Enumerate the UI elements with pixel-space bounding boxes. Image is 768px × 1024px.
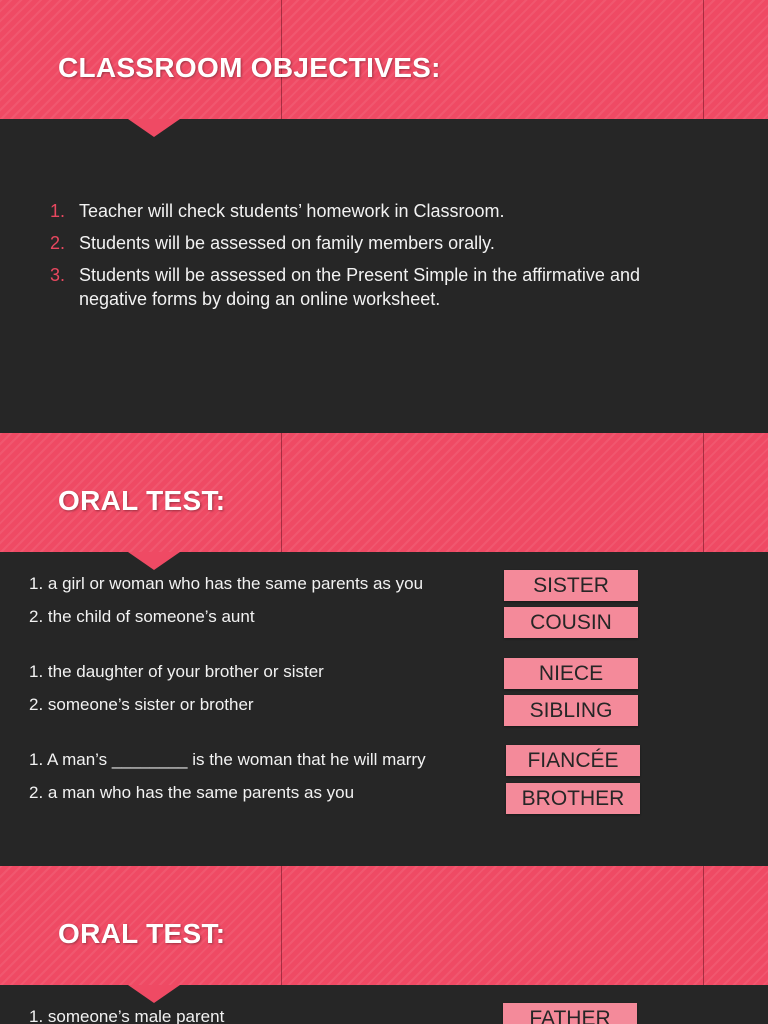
title-banner [0, 866, 768, 985]
objective-item [50, 199, 700, 223]
answer-box: SIBLING [504, 695, 638, 726]
objectives-list [50, 199, 700, 319]
banner-notch [128, 552, 180, 570]
objective-item [50, 263, 700, 311]
objective-text: Teacher will check students’ homework in Classroom. [79, 201, 505, 221]
objective-item [50, 231, 700, 255]
objective-number: 3. [50, 265, 66, 285]
question-text: 2. someone’s sister or brother [29, 695, 254, 714]
slide-oral-test-1 [0, 433, 768, 865]
banner-divider [703, 866, 704, 985]
objective-number: 2. [50, 233, 66, 253]
answer-box: BROTHER [506, 783, 640, 814]
title-banner [0, 0, 768, 119]
banner-notch [128, 985, 180, 1003]
slide-title: CLASSROOM OBJECTIVES: [58, 52, 441, 83]
answer-box: SISTER [504, 570, 638, 601]
answer-box: COUSIN [504, 607, 638, 638]
slide-classroom-objectives [0, 0, 768, 432]
question-text: 1. the daughter of your brother or sister [29, 662, 324, 681]
objective-text: Students will be assessed on the Present Simple in the affirmative and negative forms by doing an online worksheet. [79, 265, 640, 309]
banner-notch [128, 119, 180, 137]
slide-oral-test-2 [0, 866, 768, 1024]
question-text: 1. a girl or woman who has the same parents as you [29, 574, 424, 593]
objective-text: Students will be assessed on family members orally. [79, 233, 495, 253]
answer-box: FIANCÉE [506, 745, 640, 776]
answer-box: FATHER [503, 1003, 637, 1024]
banner-divider [703, 433, 704, 552]
banner-divider [281, 866, 282, 985]
slide-title: ORAL TEST: [58, 485, 226, 516]
objective-number: 1. [50, 201, 66, 221]
banner-divider [281, 433, 282, 552]
question-text: 1. A man’s ________ is the woman that he will marry [29, 750, 426, 769]
banner-divider [703, 0, 704, 119]
answer-box: NIECE [504, 658, 638, 689]
question-text: 2. a man who has the same parents as you [29, 783, 355, 802]
question-text: 2. the child of someone’s aunt [29, 607, 255, 626]
title-banner [0, 433, 768, 552]
slide-title: ORAL TEST: [58, 918, 226, 949]
question-text: 1. someone’s male parent [29, 1007, 225, 1024]
